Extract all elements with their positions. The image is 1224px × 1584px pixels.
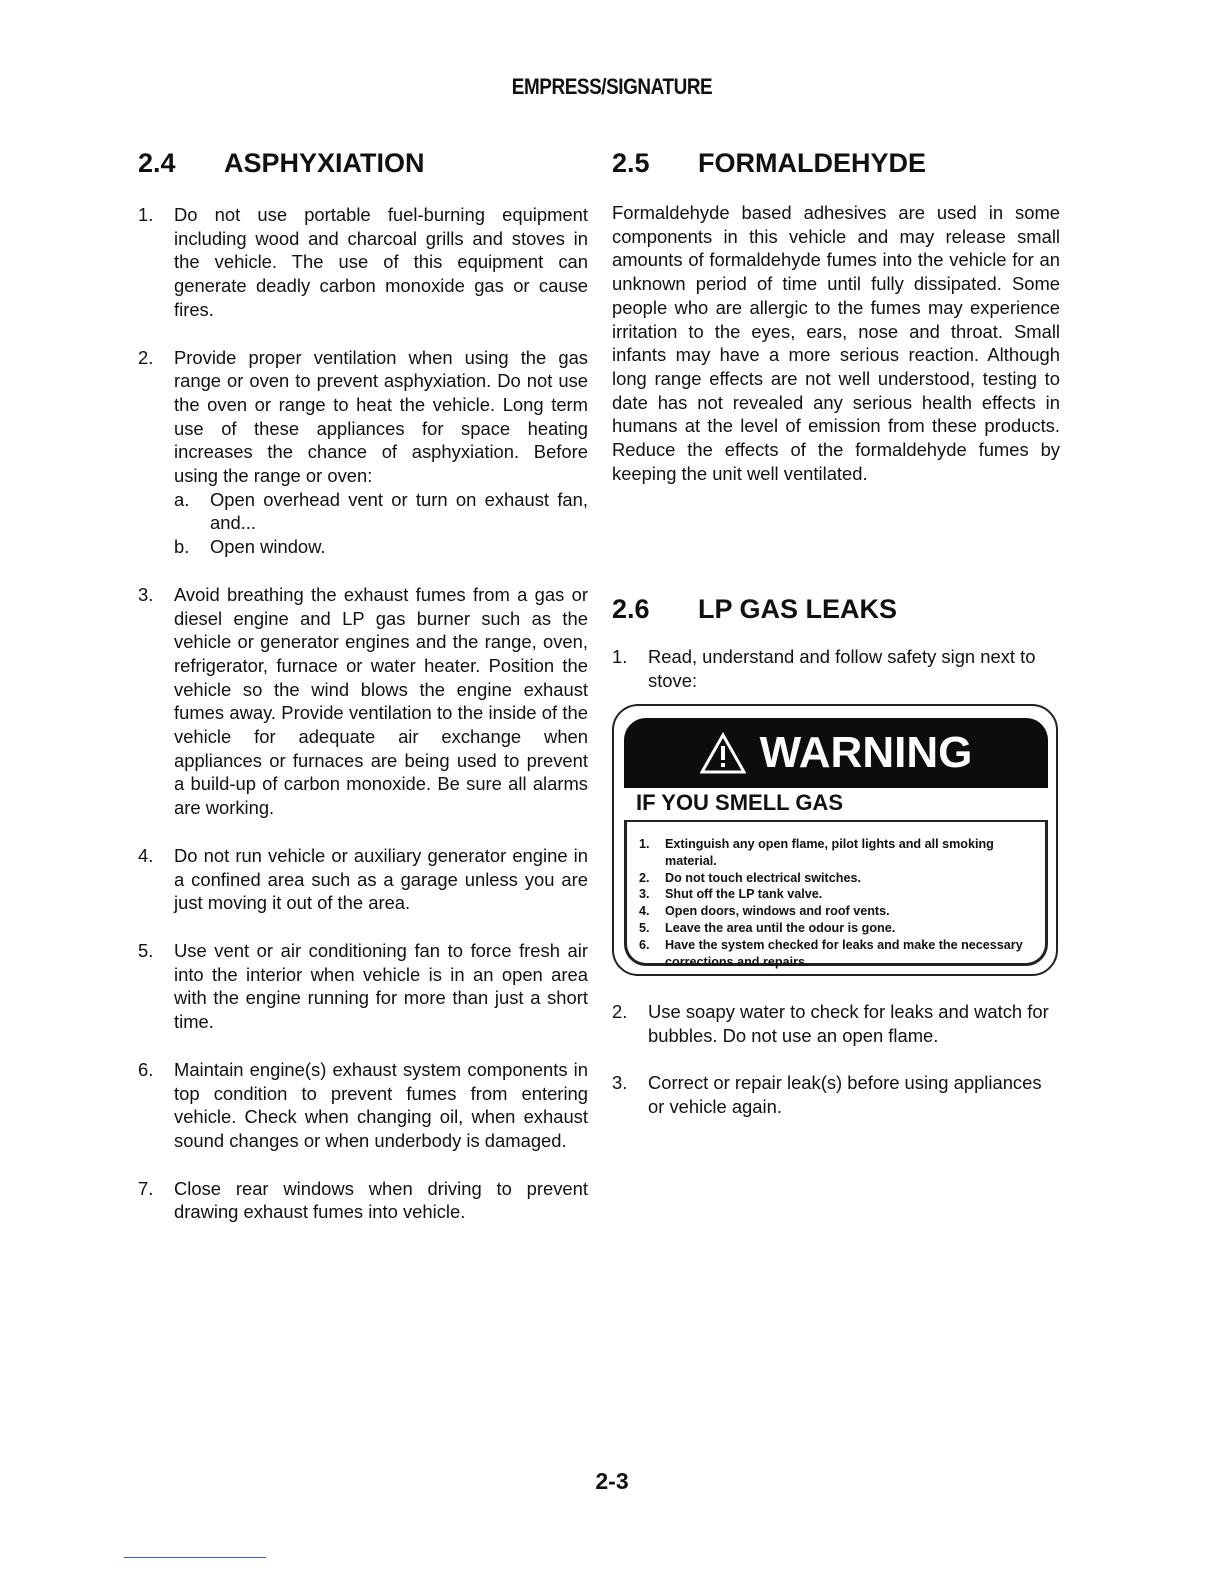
- lp-gas-list: [612, 1000, 1060, 1119]
- warning-steps-box: [624, 820, 1048, 969]
- warning-steps: [639, 836, 1035, 970]
- step-number: 3.: [639, 887, 650, 902]
- list-item: [138, 1058, 588, 1153]
- warning-step: [639, 870, 1035, 887]
- step-text: Leave the area until the odour is gone.: [665, 920, 896, 935]
- list-item: [138, 844, 588, 915]
- item-number: 2.: [138, 346, 154, 368]
- item-text: Use vent or air conditioning fan to force fresh air into the interior when vehicle is in an open area with the engine running for more than just a short time.: [174, 939, 588, 1033]
- sub-item-letter: b.: [174, 536, 190, 558]
- warning-heading: WARNING: [759, 728, 973, 777]
- item-number: 5.: [138, 939, 154, 961]
- item-number: 4.: [138, 844, 154, 866]
- item-text: Close rear windows when driving to prevent drawing exhaust fumes into vehicle.: [174, 1177, 588, 1223]
- step-number: 4.: [639, 904, 650, 919]
- item-number: 3.: [138, 583, 154, 605]
- sub-list: [174, 488, 588, 559]
- item-text: Provide proper ventilation when using the gas range or oven to prevent asphyxiation. Do not use the oven or range to heat the vehicle. Long term use of these appliances for space heating increases the chance of asphyxiation. Before using the range or oven:: [174, 346, 588, 487]
- warning-banner: [624, 718, 1048, 788]
- warning-step: [639, 886, 1035, 903]
- section-title: LP GAS LEAKS: [698, 594, 898, 624]
- section-number: 2.6: [612, 594, 650, 624]
- list-item: [612, 1071, 1060, 1118]
- section-asphyxiation: [138, 148, 588, 1224]
- item-number: 2.: [612, 1001, 628, 1022]
- sub-item-letter: a.: [174, 488, 190, 510]
- formaldehyde-paragraph: Formaldehyde based adhesives are used in some components in this vehicle and may release small amounts of formaldehyde fumes into the vehicle for an unknown period of time until fully dissipated. Some people who are allergic to the fumes may experience irritation to the eyes, ears, nose and throat. Small infants may have a more serious reaction. Although long range effects are not well understood, testing to date has not revealed any serious health effects in humans at the level of emission from these products. Reduce the effects of the formaldehyde fumes by keeping the unit well ventilated.: [612, 202, 1060, 484]
- list-item: [138, 1177, 588, 1224]
- step-number: 2.: [639, 870, 650, 885]
- list-item: [138, 203, 588, 322]
- item-text: Avoid breathing the exhaust fumes from a gas or diesel engine and LP gas burner such as the vehicle or generator engines and the range, oven, refrigerator, furnace or water heater. Position the vehicle so the wind blows the engine exhaust fumes away. Provide ventilation to the inside of the vehicle for adequate air exchange when appliances or furnaces are being used to prevent a build-up of carbon monoxide. Be sure all alarms are working.: [174, 583, 588, 819]
- section-title: FORMALDEHYDE: [698, 148, 926, 178]
- step-text: Open doors, windows and roof vents.: [665, 904, 890, 919]
- page-header: EMPRESS/SIGNATURE: [511, 74, 713, 99]
- item-number: 3.: [612, 1072, 628, 1094]
- lp-gas-list-continued: [612, 1000, 1060, 1119]
- list-item: [138, 939, 588, 1034]
- item-text: Correct or repair leak(s) before using appliances or vehicle again.: [648, 1072, 1042, 1118]
- step-text: Extinguish any open flame, pilot lights and all smoking material.: [665, 837, 994, 868]
- step-text: Have the system checked for leaks and make the necessary corrections and repairs.: [665, 937, 1023, 969]
- sub-item-text: Open window.: [210, 536, 326, 558]
- asphyxiation-list: [138, 203, 588, 1224]
- section-number: 2.4: [138, 148, 176, 178]
- step-text: Do not touch electrical switches.: [665, 870, 861, 885]
- footnote-rule: [124, 1557, 266, 1558]
- item-text: Maintain engine(s) exhaust system components in top condition to prevent fumes from entering vehicle. Check when changing oil, when exhaust sound changes or when underbody is damaged.: [174, 1058, 588, 1151]
- warning-step: [639, 920, 1035, 937]
- item-number: 6.: [138, 1058, 154, 1080]
- section-lp-gas-leaks: [612, 594, 1060, 692]
- list-item: [612, 645, 1060, 692]
- section-formaldehyde: [612, 148, 1060, 485]
- list-item: [138, 346, 588, 559]
- item-number: 1.: [138, 204, 154, 225]
- sub-item-text: Open overhead vent or turn on exhaust fan, and...: [210, 488, 588, 534]
- item-text: Read, understand and follow safety sign next to stove:: [648, 646, 1036, 691]
- list-item: [138, 583, 588, 820]
- step-number: 1.: [639, 837, 650, 851]
- section-heading: [138, 148, 588, 179]
- item-text: Do not use portable fuel-burning equipment including wood and charcoal grills and stoves in the vehicle. The use of this equipment can generate deadly carbon monoxide gas or cause fires.: [174, 204, 588, 320]
- page-number: 2-3: [595, 1468, 629, 1494]
- warning-sign: [612, 704, 1058, 976]
- item-text: Do not run vehicle or auxiliary generator engine in a confined area such as a garage unless you are just moving it out of the area.: [174, 844, 588, 914]
- warning-step: [639, 836, 1035, 870]
- warning-subheading: IF YOU SMELL GAS: [636, 790, 843, 815]
- step-number: 5.: [639, 920, 650, 935]
- section-heading: [612, 148, 1060, 179]
- lp-gas-list: [612, 645, 1060, 692]
- warning-triangle-icon: [700, 732, 746, 774]
- list-item: [612, 1000, 1060, 1047]
- item-text: Use soapy water to check for leaks and watch for bubbles. Do not use an open flame.: [648, 1001, 1049, 1046]
- sub-item: [174, 535, 588, 559]
- item-number: 1.: [612, 646, 628, 667]
- step-text: Shut off the LP tank valve.: [665, 887, 823, 902]
- warning-step: [639, 937, 1035, 971]
- item-number: 7.: [138, 1177, 154, 1199]
- section-heading: [612, 594, 1060, 625]
- warning-step: [639, 903, 1035, 920]
- step-number: 6.: [639, 937, 650, 952]
- section-title: ASPHYXIATION: [224, 148, 425, 178]
- sub-item: [174, 488, 588, 535]
- section-number: 2.5: [612, 148, 650, 178]
